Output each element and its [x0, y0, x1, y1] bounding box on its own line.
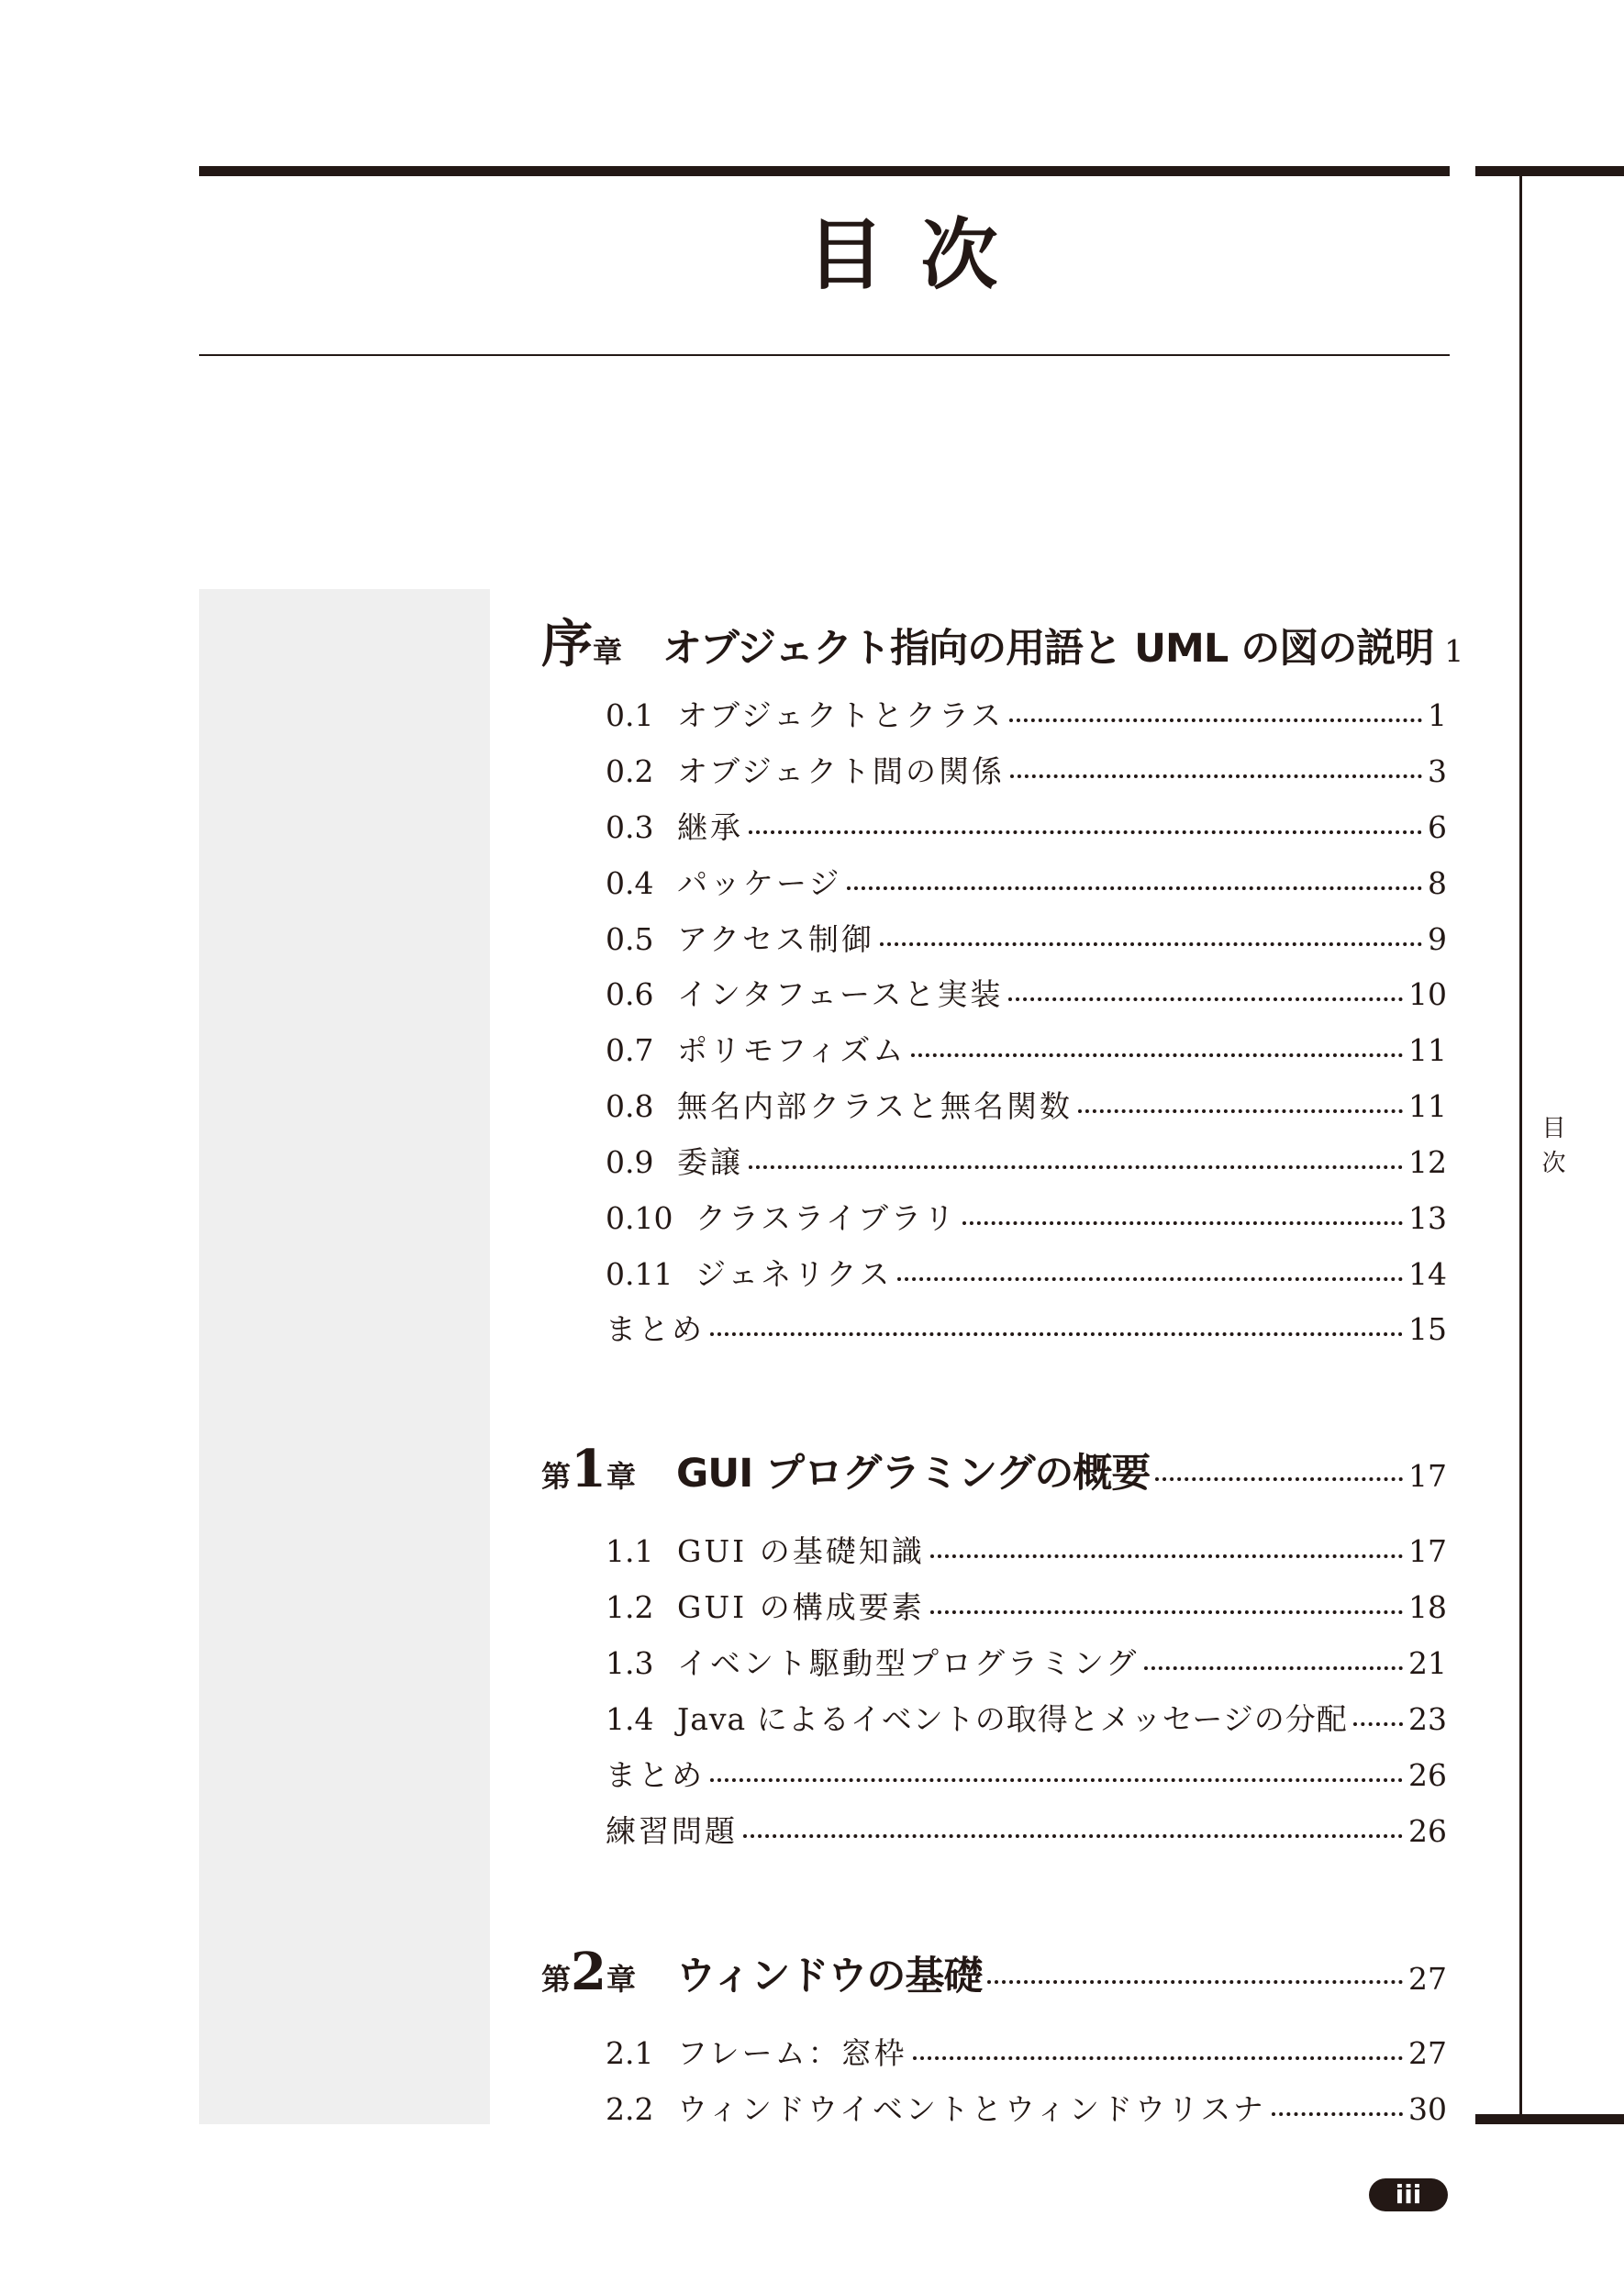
section-number: 0.1 [606, 697, 654, 733]
toc-entry[interactable] [606, 1029, 1447, 1073]
section-number: 0.9 [606, 1144, 654, 1180]
section-page: 11 [1408, 1088, 1447, 1124]
section-page: 15 [1408, 1311, 1447, 1347]
dot-leader [987, 1980, 1403, 1984]
section-number: 0.10 [606, 1200, 673, 1236]
chapter-number: 2 [571, 1942, 606, 2002]
toc-chapter[interactable] [541, 1439, 1447, 1505]
dot-leader [710, 1778, 1403, 1782]
section-page: 13 [1408, 1200, 1447, 1236]
section-page: 10 [1408, 976, 1447, 1012]
toc-entry[interactable] [606, 750, 1447, 794]
section-number: 0.3 [606, 809, 654, 845]
dot-leader [962, 1221, 1403, 1225]
toc-entry[interactable] [606, 1253, 1447, 1297]
section-page: 8 [1428, 865, 1447, 901]
toc-entry[interactable] [606, 973, 1447, 1017]
toc-entry[interactable] [606, 806, 1447, 850]
dot-leader [1272, 2112, 1403, 2116]
dot-leader [743, 1834, 1403, 1838]
toc-entry[interactable] [606, 1698, 1447, 1742]
side-tab-bottom-bar [1475, 2114, 1624, 2124]
side-tab-line [1519, 176, 1522, 2114]
chapter-title: GUI プログラミングの概要 [676, 1451, 1151, 1497]
chapter-page: 17 [1408, 1458, 1447, 1494]
dot-leader [930, 1610, 1403, 1614]
section-number: 1.1 [606, 1533, 654, 1569]
dot-leader [1008, 997, 1403, 1001]
toc-chapter[interactable] [541, 1942, 1447, 2008]
toc-chapter[interactable] [541, 604, 1464, 674]
section-page: 17 [1408, 1533, 1447, 1569]
toc-entry[interactable] [606, 1530, 1447, 1574]
margin-gray-block [199, 589, 490, 2124]
section-title: クラスライブラリ [695, 1200, 958, 1236]
section-number: 0.4 [606, 865, 654, 901]
section-title: フレーム：窓枠 [677, 2035, 907, 2071]
dot-leader [749, 830, 1422, 834]
section-number: 2.2 [606, 2091, 654, 2127]
section-page: 23 [1408, 1701, 1447, 1737]
dot-leader [880, 942, 1422, 946]
dot-leader [710, 1332, 1403, 1336]
dot-leader [1353, 1722, 1403, 1726]
chapter-title: オブジェクト指向の用語と UML の図の説明 [662, 626, 1434, 672]
dot-leader [930, 1554, 1403, 1558]
section-number: 1.3 [606, 1645, 654, 1681]
dot-leader [749, 1165, 1403, 1169]
side-tab-top-bar [1475, 166, 1624, 176]
toc-entry[interactable] [606, 918, 1447, 962]
section-number: 0.2 [606, 753, 654, 789]
section-title: インタフェースと実装 [677, 976, 1004, 1012]
section-title: GUI の構成要素 [677, 1589, 925, 1625]
page-number-badge: iii [1369, 2178, 1448, 2211]
dot-leader [1078, 1109, 1403, 1113]
side-tab-label: 目次 [1538, 1115, 1565, 1185]
section-title: ジェネリクス [695, 1256, 893, 1292]
section-title: アクセス制御 [677, 921, 875, 957]
section-page: 27 [1408, 2035, 1447, 2071]
dot-leader [1009, 718, 1422, 722]
dot-leader [847, 886, 1422, 890]
dot-leader [911, 1053, 1403, 1057]
section-title: Java によるイベントの取得とメッセージの分配 [677, 1701, 1348, 1737]
toc-entry[interactable] [606, 1197, 1447, 1241]
section-number: 1.2 [606, 1589, 654, 1625]
toc-entry[interactable] [606, 694, 1447, 738]
section-title: ポリモフィズム [677, 1032, 907, 1068]
chapter-page: 27 [1408, 1961, 1447, 1997]
chapter-suffix: 章 [606, 1962, 636, 1997]
toc-entry[interactable] [606, 1085, 1447, 1129]
section-title: 委譲 [677, 1144, 743, 1180]
toc-entry[interactable] [606, 2088, 1447, 2132]
section-page: 18 [1408, 1589, 1447, 1625]
section-page: 6 [1428, 809, 1447, 845]
section-page: 26 [1408, 1757, 1447, 1793]
title-top-rule [199, 166, 1450, 176]
chapter-number: 1 [571, 1439, 606, 1499]
section-number: 0.11 [606, 1256, 673, 1292]
section-page: 1 [1428, 697, 1447, 733]
chapter-suffix: 章 [593, 634, 623, 669]
section-title: 練習問題 [606, 1813, 738, 1849]
section-number: 0.5 [606, 921, 654, 957]
dot-leader [1155, 1477, 1403, 1481]
section-number: 0.7 [606, 1032, 654, 1068]
dot-leader [897, 1277, 1403, 1281]
section-title: まとめ [606, 1311, 705, 1347]
toc-entry[interactable] [606, 1141, 1447, 1185]
title-bottom-rule [199, 354, 1450, 356]
chapter-prefix: 第 [541, 1962, 572, 1997]
section-title: 継承 [677, 809, 743, 845]
dot-leader [913, 2056, 1403, 2060]
section-title: GUI の基礎知識 [677, 1533, 925, 1569]
section-title: パッケージ [677, 865, 842, 901]
section-page: 26 [1408, 1813, 1447, 1849]
section-title: オブジェクト間の関係 [677, 753, 1006, 789]
section-page: 3 [1428, 753, 1447, 789]
toc-entry[interactable] [606, 2032, 1447, 2076]
section-number: 0.8 [606, 1088, 654, 1124]
toc-entry[interactable] [606, 862, 1447, 906]
toc-entry[interactable] [606, 1642, 1447, 1686]
chapter-suffix: 章 [606, 1459, 636, 1494]
section-page: 21 [1408, 1645, 1447, 1681]
section-number: 2.1 [606, 2035, 654, 2071]
chapter-title: ウィンドウの基礎 [676, 1954, 983, 1999]
section-title: 無名内部クラスと無名関数 [677, 1088, 1073, 1124]
section-title: まとめ [606, 1757, 705, 1793]
chapter-prefix: 第 [541, 1459, 572, 1494]
section-number: 0.6 [606, 976, 654, 1012]
section-page: 9 [1428, 921, 1447, 957]
chapter-page: 1 [1444, 633, 1464, 669]
toc-entry[interactable] [606, 1586, 1447, 1630]
section-page: 30 [1408, 2091, 1447, 2127]
toc-entry[interactable] [606, 1308, 1447, 1352]
section-page: 14 [1408, 1256, 1447, 1292]
section-title: ウィンドウイベントとウィンドウリスナ [677, 2091, 1266, 2127]
section-number: 1.4 [606, 1701, 654, 1737]
section-page: 12 [1408, 1144, 1447, 1180]
dot-leader [1144, 1666, 1403, 1670]
toc-entry[interactable] [606, 1810, 1447, 1854]
chapter-prefix: 序 [541, 614, 593, 674]
toc-entry[interactable] [606, 1754, 1447, 1798]
section-page: 11 [1408, 1032, 1447, 1068]
section-title: オブジェクトとクラス [677, 697, 1005, 733]
dot-leader [1010, 774, 1422, 778]
page-title: 目次 [806, 210, 1035, 300]
section-title: イベント駆動型プログラミング [677, 1645, 1140, 1681]
